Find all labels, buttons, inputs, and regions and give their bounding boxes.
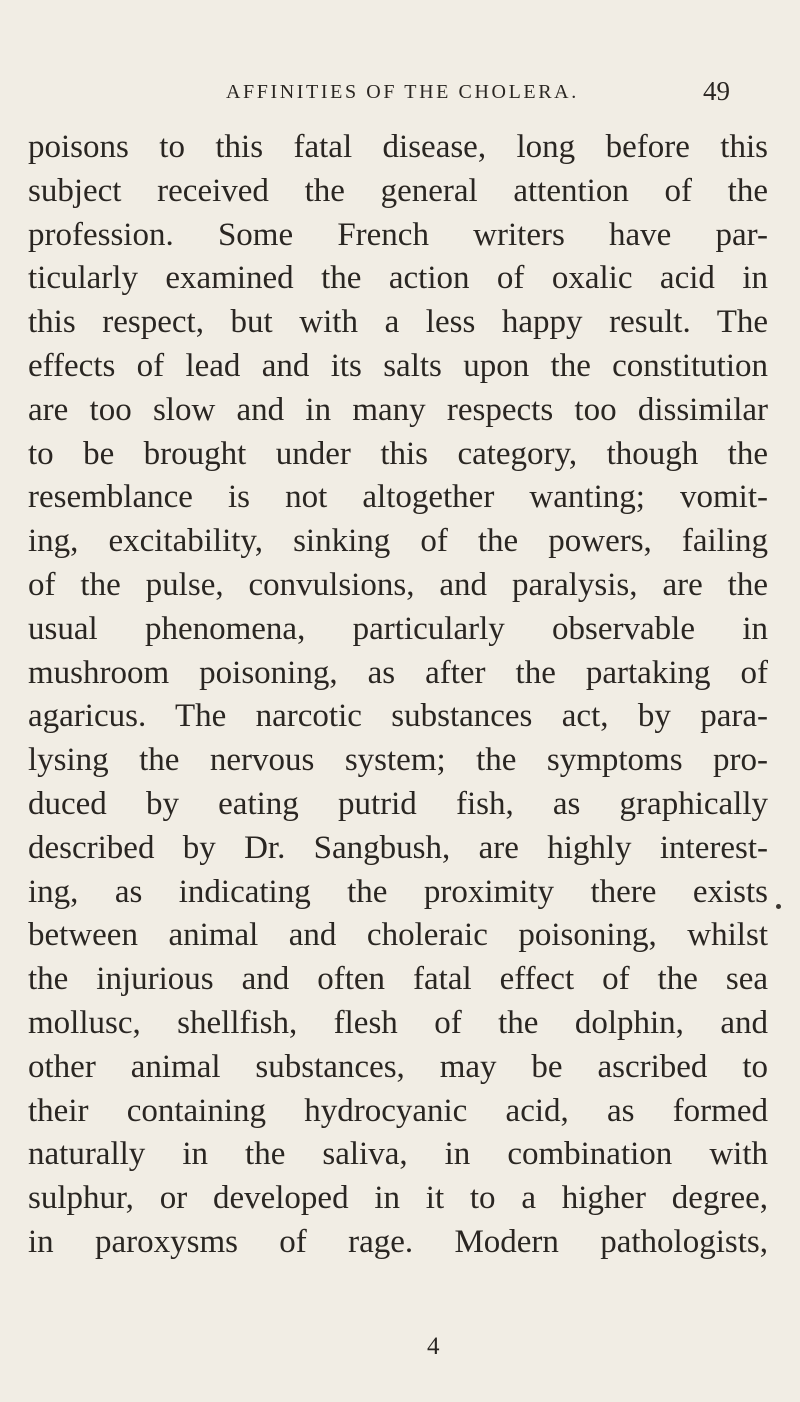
text-line: profession. Some French writers have par- [28,216,768,253]
running-title: AFFINITIES OF THE CHOLERA. [226,81,579,103]
margin-mark [776,904,781,909]
text-line: in paroxysms of rage. Modern pathologists, [28,1223,768,1260]
text-line: this respect, but with a less happy result. The [28,304,768,341]
text-line: to be brought under this category, though the [28,435,768,472]
text-line: effects of lead and its salts upon the constitution [28,347,768,384]
page-number: 49 [703,76,730,106]
text-line: sulphur, or developed in it to a higher degree, [28,1180,768,1217]
text-line: other animal substances, may be ascribed to [28,1048,768,1085]
running-head [0,78,800,108]
text-line: ing, as indicating the proximity there exists [28,873,768,910]
text-line: subject received the general attention of the [28,172,768,209]
text-line: naturally in the saliva, in combination with [28,1136,768,1173]
text-line: agaricus. The narcotic substances act, by para- [28,698,768,735]
text-line: lysing the nervous system; the symptoms pro- [28,742,768,779]
text-line: ticularly examined the action of oxalic acid in [28,260,768,297]
text-line: their containing hydrocyanic acid, as formed [28,1092,768,1129]
text-line: mollusc, shellfish, flesh of the dolphin, and [28,1004,768,1041]
text-line: the injurious and often fatal effect of the sea [28,961,768,998]
text-line: resemblance is not altogether wanting; vomit- [28,479,768,516]
signature-mark: 4 [427,1333,440,1360]
text-line: poisons to this fatal disease, long before this [28,129,768,165]
text-line: between animal and choleraic poisoning, whilst [28,917,768,954]
text-line: duced by eating putrid fish, as graphically [28,785,768,822]
text-line: usual phenomena, particularly observable in [28,610,768,647]
text-line: mushroom poisoning, as after the partaking of [28,654,768,691]
text-line: are too slow and in many respects too dissimilar [28,391,768,428]
text-line: described by Dr. Sangbush, are highly interest- [28,829,768,866]
text-line: of the pulse, convulsions, and paralysis, are the [28,566,768,603]
text-line: ing, excitability, sinking of the powers, failing [28,523,768,560]
body-text [28,126,768,1265]
